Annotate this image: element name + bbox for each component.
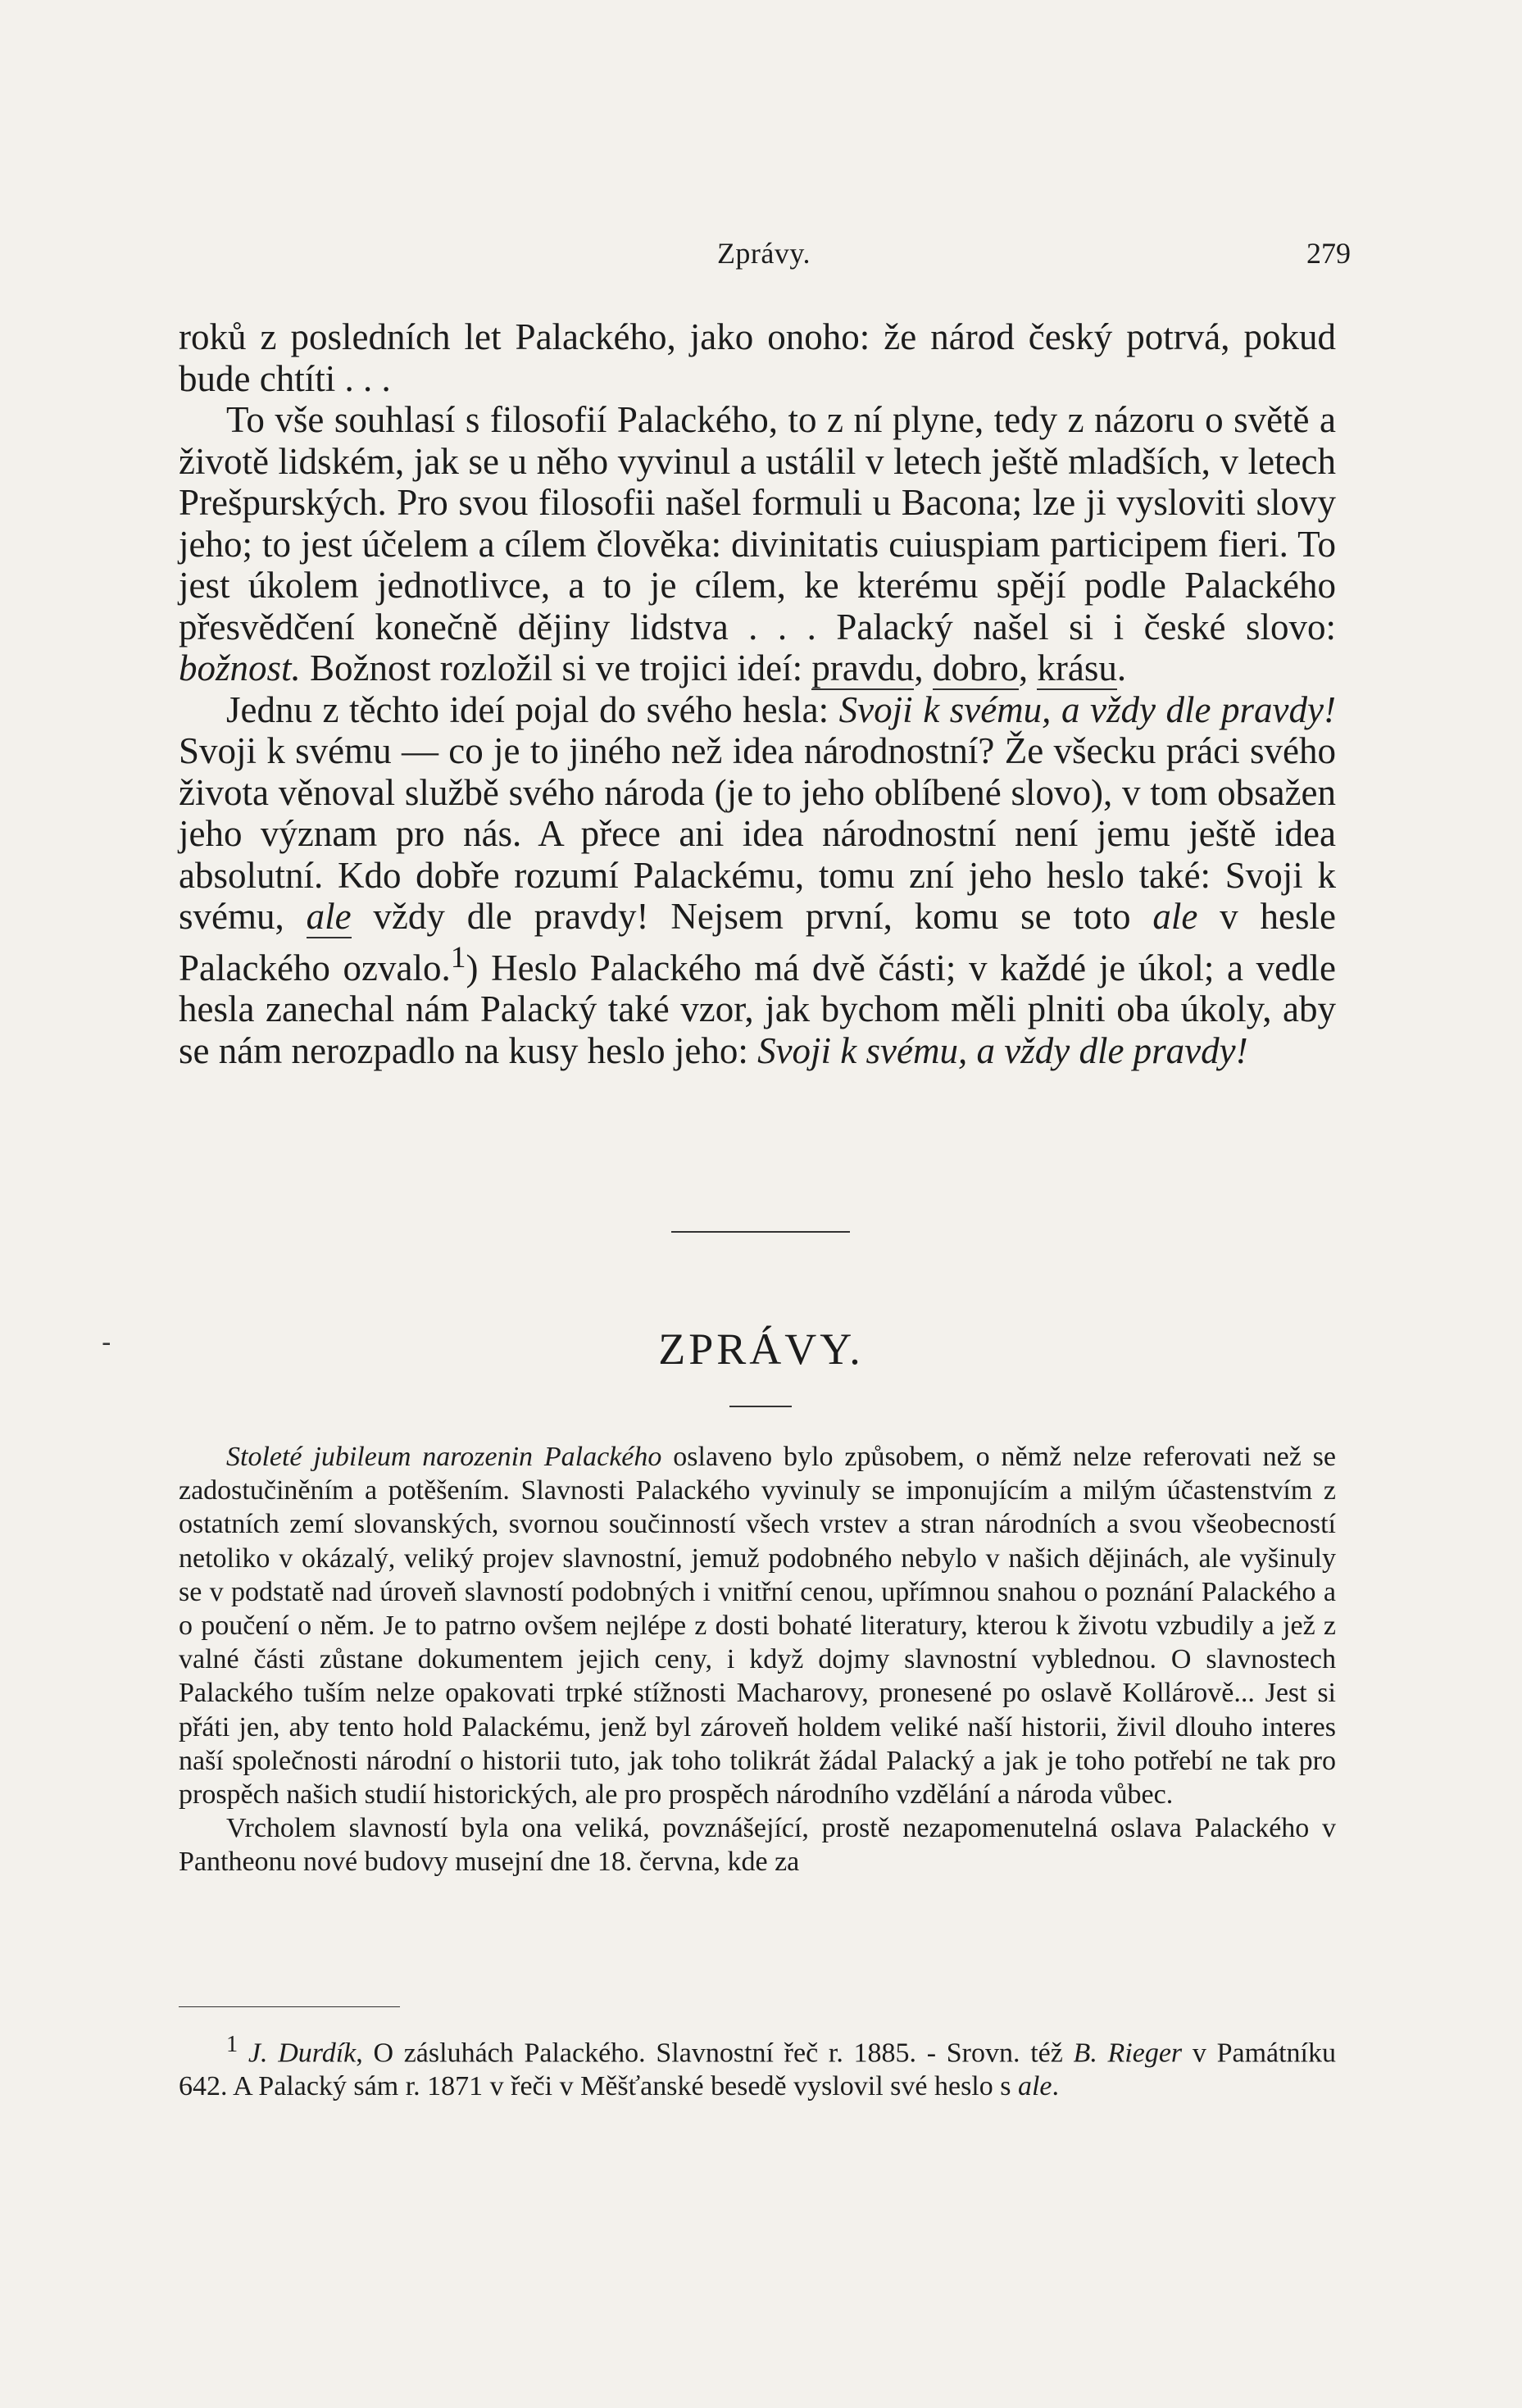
news-text: [179, 1440, 1336, 1879]
underlined-pravdu: pravdu: [811, 647, 915, 688]
footnote-number: 1: [226, 2032, 239, 2057]
underlined-dobro: dobro: [932, 647, 1019, 688]
underlined-ale: ale: [306, 896, 352, 937]
news-item-title: Stoleté jubileum narozenin Palackého: [226, 1442, 662, 1472]
footnote-divider: [179, 2006, 400, 2007]
essay-text: [179, 316, 1336, 1071]
footnote: [179, 2028, 1336, 2103]
section-divider: [671, 1231, 850, 1233]
essay-paragraph: roků z posledních let Palackého, jako onoho: že národ český potrvá, pokud bude chtíti . . .: [179, 316, 1336, 399]
margin-dash-mark: -: [102, 1326, 111, 1359]
running-head-title: Zprávy.: [716, 237, 811, 270]
motto: Svoji k svému, a vždy dle pravdy!: [757, 1029, 1248, 1071]
running-head: [177, 236, 1351, 277]
essay-paragraph: To vše souhlasí s filosofií Palackého, to z ní plyne, tedy z názoru o světě a životě lidském, jak se u něho vyvinul a ustálil v letech ještě mladších, v letech Prešpurských. Pro svou filosofii našel formuli u Bacona; lze ji vysloviti slovy jeho; to jest účelem a cílem člověka: divinitatis cuiuspiam participem fieri. To jest úkolem jednotlivce, a to je cílem, ke kterému spějí podle Palackého přesvědčení konečně dějiny lidstva . . . Palacký našel si i české slovo: božnost. Božnost rozložil si ve trojici ideí: pravdu, dobro, krásu.: [179, 399, 1336, 688]
underlined-krasu: krásu: [1037, 647, 1117, 688]
motto: Svoji k svému, a vždy dle pravdy!: [838, 688, 1336, 730]
section-heading: ZPRÁVY.: [658, 1324, 864, 1374]
boznost-term: božnost.: [179, 647, 301, 688]
essay-paragraph: Jednu z těchto ideí pojal do svého hesla: Svoji k svému, a vždy dle pravdy! Svoji k svému — co je to jiného než idea národnostní? Že všecku práci svého života věnoval službě svého národa (je to jeho oblíbené slovo), v tom obsažen jeho význam pro nás. A přece ani idea národnostní není jemu ještě idea absolutní. Kdo dobře rozumí Palackému, tomu zní jeho heslo také: Svoji k svému, ale vždy dle pravdy! Nejsem první, komu se toto ale v hesle Palackého ozvalo.$^1$) Heslo Palackého má dvě části; v každé je úkol; a vedle hesla zanechal nám Palacký také vzor, jak bychom měli plniti oba úkoly, aby se nám nerozpadlo na kusy heslo jeho: Svoji k svému, a vždy dle pravdy!: [179, 688, 1336, 1071]
footnote-text: $^1$ J. Durdík, O zásluhách Palackého. Slavnostní řeč r. 1885. - Srovn. též B. Rieger v Památníku 642. A Palacký sám r. 1871 v řeči v Měšťanské besedě vyslovil své heslo s ale.: [179, 2032, 1336, 2102]
news-paragraph: Stoleté jubileum narozenin Palackého oslaveno bylo způsobem, o němž nelze referovati než se zadostučiněním a potěšením. Slavnosti Palackého vyvinuly se imponujícím a milým účastenstvím z ostatních zemí slovanských, svornou součinností všech vrstev a stran národních a svou všeobecností netoliko v okázalý, veliký projev slavnostní, jemuž podobného nebylo v našich dějinách, ale vyšinuly se v podstatě nad úroveň slavností podobných i vnitřní cenou, upřímnou snahou o poznání Palackého a o poučení o něm. Je to patrno ovšem nejlépe z dosti bohaté literatury, kterou k životu vzbudily a jež z valné části zůstane dokumentem jejich ceny, i když dojmy slavnostní vyblednou. O slavnostech Palackého tuším nelze opakovati trpké stížnosti Macharovy, pronesené po oslavě Kollárově... Jest si přáti jen, aby tento hold Palackému, jenž byl zároveň holdem veliké naší historii, živil dlouho interes naší společnosti národní o historii tuto, jak toho tolikrát žádal Palacký a jak je toho potřebí ne tak pro prospěch našich studií historických, ale pro prospěch národního vzdělání a národa vůbec.: [179, 1442, 1336, 1811]
footnote-ref: 1: [450, 940, 466, 975]
news-paragraph: Vrcholem slavností byla ona veliká, povznášející, prostě nezapomenutelná oslava Palackého v Pantheonu nové budovy musejní dne 18. června, kde za: [179, 1813, 1336, 1878]
heading-divider: [729, 1406, 792, 1407]
page-number: 279: [1306, 237, 1351, 270]
